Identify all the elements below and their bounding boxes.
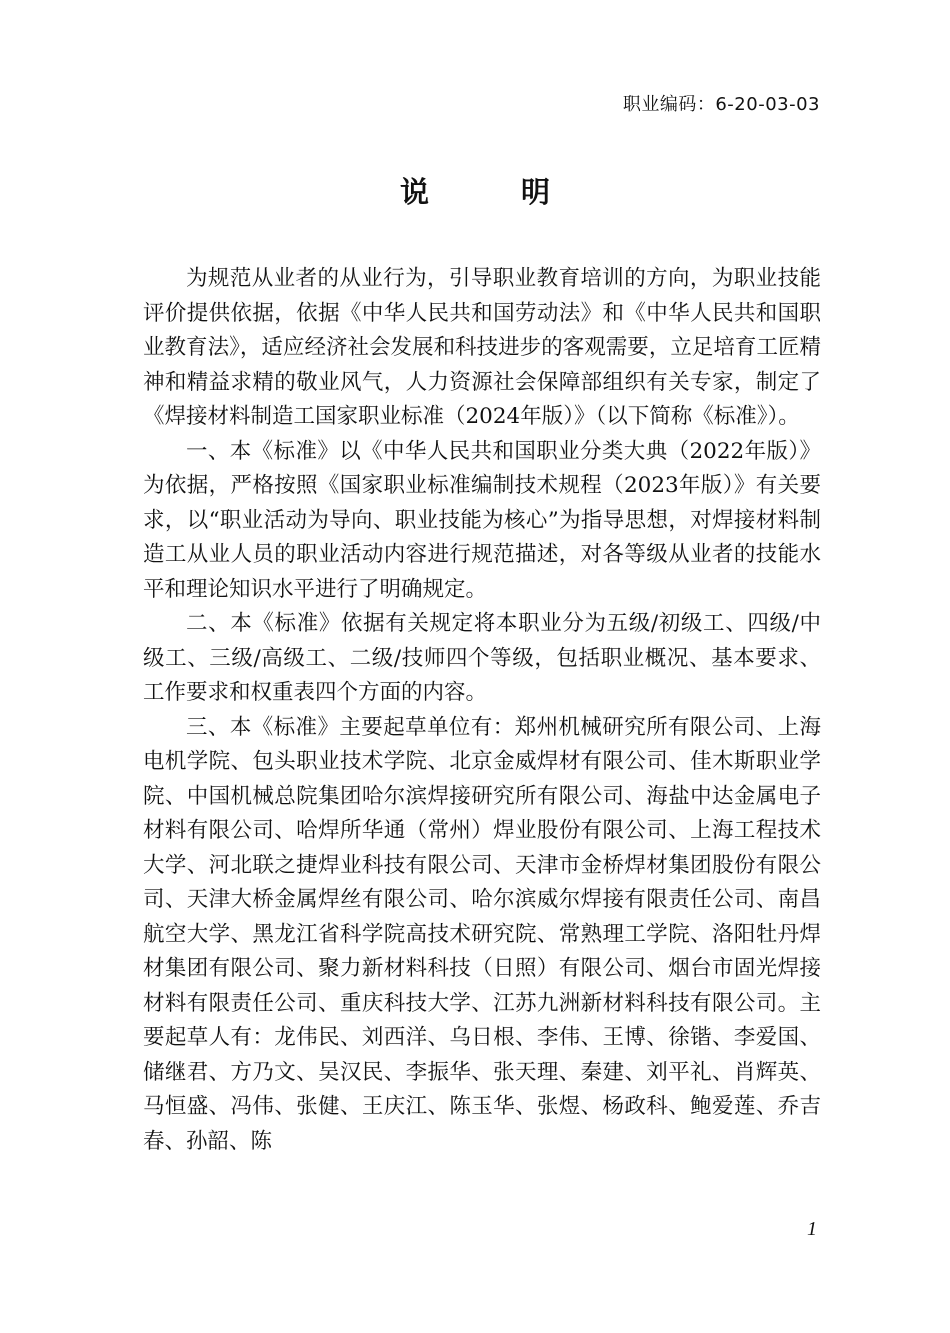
occupation-code: 职业编码：6-20-03-03 xyxy=(622,94,820,115)
page-number: 1 xyxy=(807,1218,817,1240)
section-three-paragraph: 三、本《标准》主要起草单位有：郑州机械研究所有限公司、上海电机学院、包头职业技术学院、北京金威焊材有限公司、佳木斯职业学院、中国机械总院集团哈尔滨焊接研究所有限公司、海盐中达金属电子材料有限公司、哈焊所华通（常州）焊业股份有限公司、上海工程技术大学、河北联之捷焊业科技有限公司、天津市金桥焊材集团股份有限公司、天津大桥金属焊丝有限公司、哈尔滨威尔焊接有限责任公司、南昌航空大学、黑龙江省科学院高技术研究院、常熟理工学院、洛阳牡丹焊材集团有限公司、聚力新材料科技（日照）有限公司、烟台市固光焊接材料有限责任公司、重庆科技大学、江苏九洲新材料科技有限公司。主要起草人有：龙伟民、刘西洋、乌日根、李伟、王博、徐锴、李爱国、储继君、方乃文、吴汉民、李振华、张天理、秦建、刘平礼、肖辉英、马恒盛、冯伟、张健、王庆江、陈玉华、张煜、杨政科、鲍爱莲、乔吉春、孙韶、陈 xyxy=(143,714,821,1154)
document-body xyxy=(143,262,821,1159)
section-one-paragraph: 一、本《标准》以《中华人民共和国职业分类大典（2022年版）》为依据，严格按照《国家职业标准编制技术规程（2023年版）》有关要求，以“职业活动为导向、职业技能为核心”为指导思想，对焊接材料制造工从业人员的职业活动内容进行规范描述，对各等级从业者的技能水平和理论知识水平进行了明确规定。 xyxy=(143,438,821,602)
intro-paragraph: 为规范从业者的从业行为，引导职业教育培训的方向，为职业技能评价提供依据，依据《中华人民共和国劳动法》和《中华人民共和国职业教育法》，适应经济社会发展和科技进步的客观需要，立足培育工匠精神和精益求精的敬业风气，人力资源社会保障部组织有关专家，制定了《焊接材料制造工国家职业标准（2024年版）》（以下简称《标准》）。 xyxy=(143,266,821,429)
section-two-paragraph: 二、本《标准》依据有关规定将本职业分为五级/初级工、四级/中级工、三级/高级工、二级/技师四个等级，包括职业概况、基本要求、工作要求和权重表四个方面的内容。 xyxy=(143,611,821,705)
page-title: 说明 xyxy=(399,175,642,209)
